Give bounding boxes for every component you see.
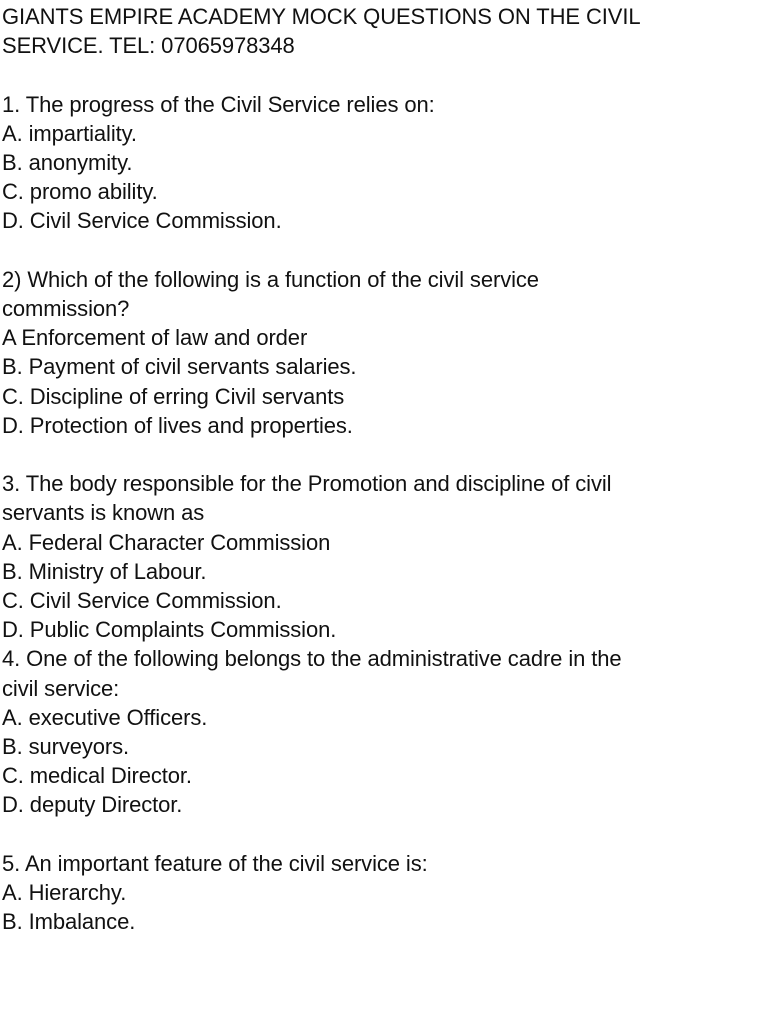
question-4 <box>2 644 758 819</box>
question-3-option-c: C. Civil Service Commission. <box>2 588 282 614</box>
question-3-option-d: D. Public Complaints Commission. <box>2 617 337 643</box>
question-1 <box>2 90 758 236</box>
question-2-option-a: A Enforcement of law and order <box>2 325 308 351</box>
question-2-option-d: D. Protection of lives and properties. <box>2 412 353 438</box>
question-2-text-line-2: commission? <box>2 296 130 321</box>
question-1-option-d: D. Civil Service Commission. <box>2 208 282 234</box>
question-2-text-line-1: 2) Which of the following is a function of the civil service <box>2 266 539 292</box>
question-4-option-d: D. deputy Director. <box>2 792 183 818</box>
spacer <box>2 236 758 265</box>
question-2 <box>2 265 758 440</box>
question-2-option-c: C. Discipline of erring Civil servants <box>2 383 345 409</box>
question-3-option-a: A. Federal Character Commission <box>2 529 331 555</box>
question-1-option-c: C. promo ability. <box>2 179 158 205</box>
question-3-option-b: B. Ministry of Labour. <box>2 558 207 584</box>
question-4-text-line-1: 4. One of the following belongs to the administrative cadre in the <box>2 646 622 672</box>
question-3-text-line-1: 3. The body responsible for the Promotion and discipline of civil <box>2 471 612 497</box>
spacer <box>2 820 758 849</box>
spacer <box>2 60 758 89</box>
question-4-option-b: B. surveyors. <box>2 734 130 760</box>
question-5-option-a: A. Hierarchy. <box>2 880 127 906</box>
question-5-text: 5. An important feature of the civil service is: <box>2 850 428 876</box>
spacer <box>2 440 758 469</box>
question-4-option-c: C. medical Director. <box>2 763 192 789</box>
header-line-2: SERVICE. TEL: 07065978348 <box>2 33 295 59</box>
question-4-text-line-2: civil service: <box>2 675 120 701</box>
header-line-1: GIANTS EMPIRE ACADEMY MOCK QUESTIONS ON THE CIVIL <box>2 4 641 29</box>
question-5-option-b: B. Imbalance. <box>2 909 136 935</box>
question-1-text: 1. The progress of the Civil Service relies on: <box>2 91 435 117</box>
question-3-text-line-2: servants is known as <box>2 500 205 526</box>
question-1-option-a: A. impartiality. <box>2 120 137 146</box>
question-5 <box>2 849 758 937</box>
question-3 <box>2 469 758 644</box>
question-4-option-a: A. executive Officers. <box>2 704 208 730</box>
question-1-option-b: B. anonymity. <box>2 150 133 175</box>
question-2-option-b: B. Payment of civil servants salaries. <box>2 354 357 380</box>
